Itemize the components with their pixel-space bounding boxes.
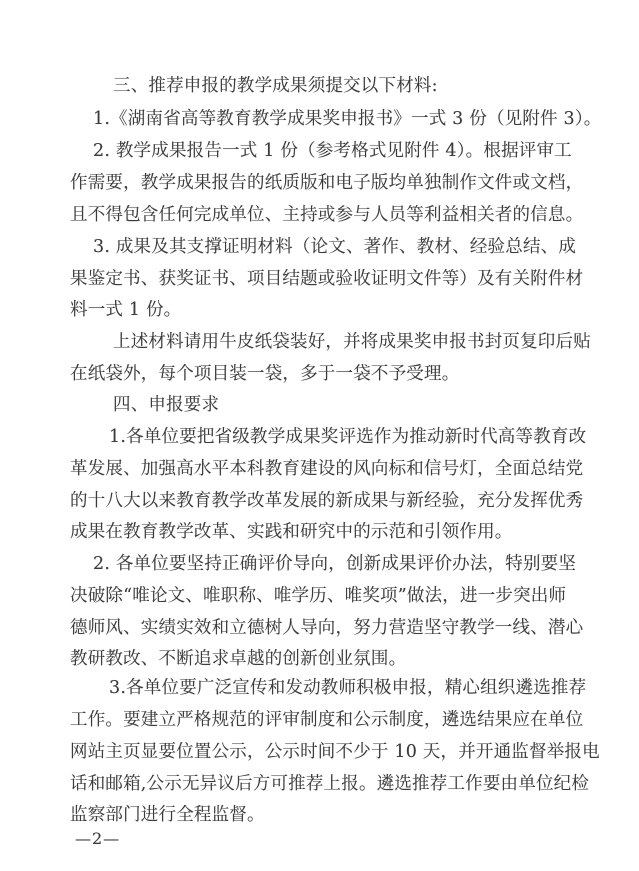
document-line: 3. 成果及其支撑证明材料（论文、著作、教材、经验总结、成 [93, 237, 577, 257]
page-number: —2— [75, 829, 121, 848]
document-line: 1.各单位要把省级教学成果奖评选作为推动新时代高等教育改 [109, 427, 587, 447]
document-line: 四、申报要求 [113, 395, 220, 415]
document-line: 三、推荐申报的教学成果须提交以下材料: [113, 76, 438, 96]
document-line: 3.各单位要广泛宣传和发动教师积极申报，精心组织遴选推荐 [109, 678, 587, 698]
document-line: 果鉴定书、获奖证书、项目结题或验收证明文件等）及有关附件材 [70, 269, 584, 289]
document-line: 网站主页显要位置公示，公示时间不少于 10 天，并开通监督举报电 [70, 742, 600, 762]
document-line: 监察部门进行全程监督。 [70, 805, 265, 825]
document-line: 1.《湖南省高等教育教学成果奖申报书》一式 3 份（见附件 3）。 [93, 109, 602, 129]
document-line: 在纸袋外，每个项目装一袋，多于一袋不予受理。 [70, 364, 460, 384]
document-line: 工作。要建立严格规范的评审制度和公示制度，遴选结果应在单位 [70, 710, 584, 730]
document-line: 德师风、实绩实效和立德树人导向，努力营造坚守教学一线、潜心 [70, 618, 584, 638]
document-line: 2. 各单位要坚持正确评价导向，创新成果评价办法，特别要坚 [93, 554, 577, 574]
document-line: 革发展、加强高水平本科教育建设的风向标和信号灯，全面总结党 [70, 459, 584, 479]
document-line: 决破除“唯论文、唯职称、唯学历、唯奖项”做法，进一步突出师 [70, 586, 567, 606]
document-line: 成果在教育教学改革、实践和研究中的示范和引领作用。 [70, 522, 513, 542]
document-line: 教研教改、不断追求卓越的创新创业氛围。 [70, 649, 407, 669]
document-line: 2. 教学成果报告一式 1 份（参考格式见附件 4）。根据评审工 [93, 141, 572, 161]
document-line: 料一式 1 份。 [70, 300, 182, 320]
document-line: 话和邮箱,公示无异议后方可推荐上报。遴选推荐工作要由单位纪检 [70, 774, 590, 794]
document-line: 上述材料请用牛皮纸袋装好，并将成果奖申报书封页复印后贴 [113, 332, 591, 352]
document-line: 作需要，教学成果报告的纸质版和电子版均单独制作文件或文档， [70, 173, 584, 193]
document-line: 且不得包含任何完成单位、主持或参与人员等利益相关者的信息。 [70, 205, 584, 225]
document-line: 的十八大以来教育教学改革发展的新成果与新经验，充分发挥优秀 [70, 491, 584, 511]
